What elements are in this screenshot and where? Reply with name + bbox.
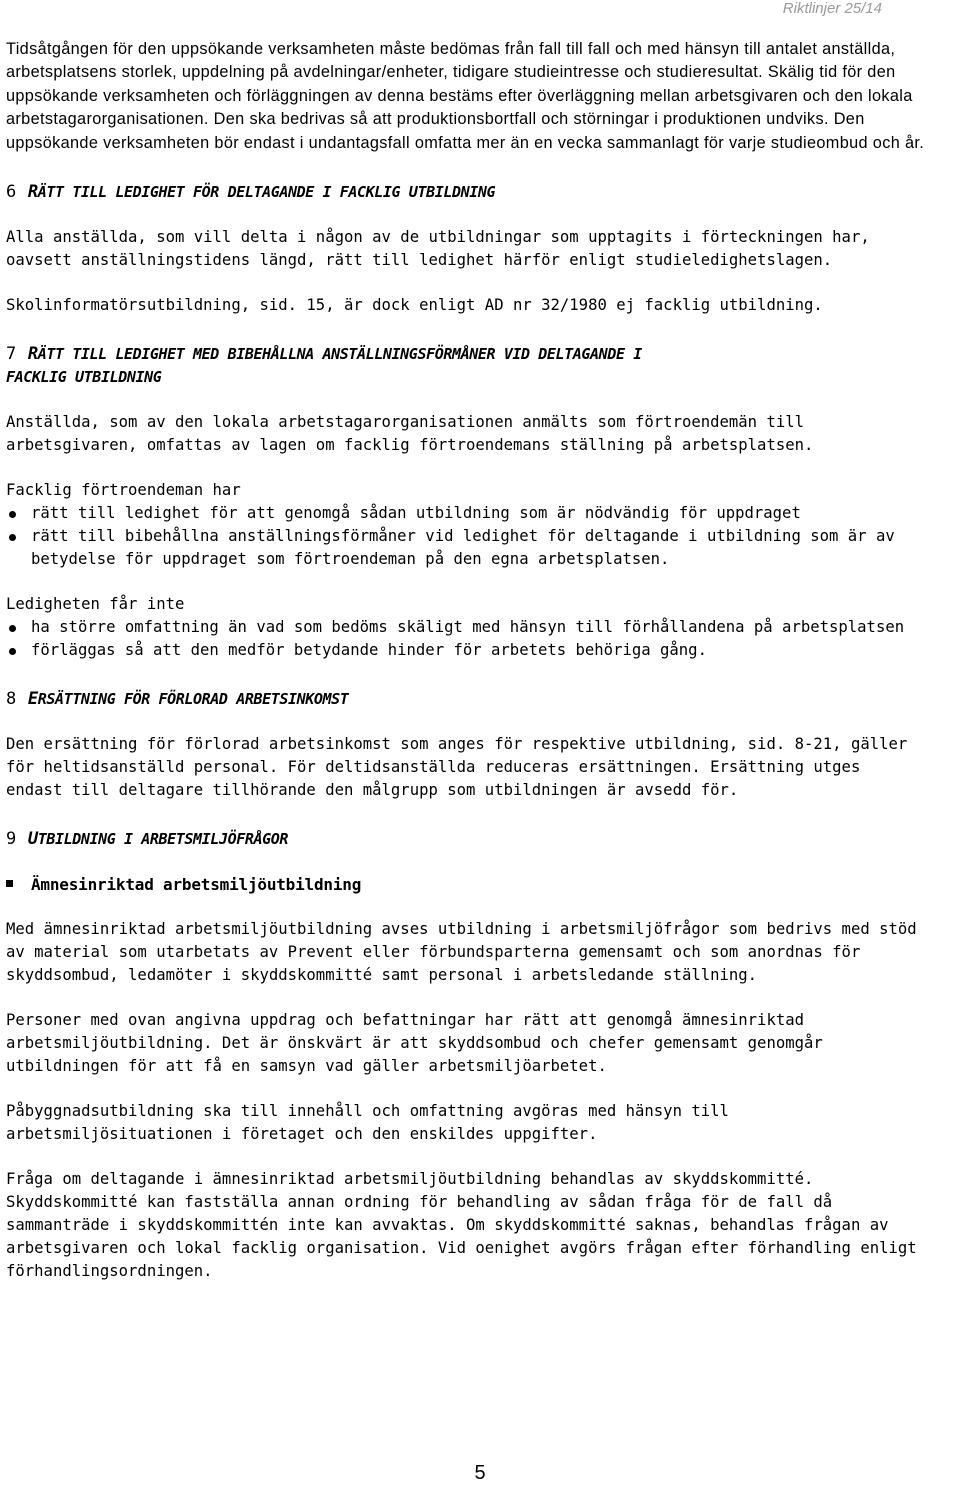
- section-7-heading: [6, 343, 926, 389]
- square-bullet-icon: [6, 880, 13, 887]
- section-6-title-initial: R: [27, 182, 38, 203]
- section-6-heading: [6, 181, 926, 204]
- section-8-heading: [6, 688, 926, 711]
- list-item-text: förläggas så att den medför betydande hinder för arbetets behöriga gång.: [31, 641, 707, 660]
- section-9-subheading-text: Ämnesinriktad arbetsmiljöutbildning: [31, 875, 362, 895]
- section-9-title-initial: U: [27, 829, 38, 850]
- list-item-text: rätt till ledighet för att genomgå sådan utbildning som är nödvändig för uppdraget: [31, 504, 801, 523]
- list-item: [6, 525, 926, 571]
- section-7-paragraph-1: Anställda, som av den lokala arbetstagarorganisationen anmälts som förtroendemän till arbetsgivaren, omfattas av lagen om facklig förtroendemans ställning på arbetsplatsen.: [6, 413, 814, 455]
- section-9-paragraph-4: Fråga om deltagande i ämnesinriktad arbetsmiljöutbildning behandlas av skyddskommitté. Skyddskommitté kan fastställa annan ordning för behandling av sådan fråga för de fall då sammanträde i skyddskommittén inte kan avvaktas. Om skyddskommitté saknas, behandlas frågan av arbetsgivaren och lokal facklig organisation. Vid oenighet avgörs frågan efter förhandling enligt förhandlingsordningen.: [6, 1170, 917, 1281]
- section-9-number: 9: [6, 829, 16, 850]
- list-item: [6, 616, 926, 639]
- intro-paragraph: Tidsåtgången för den uppsökande verksamheten måste bedömas från fall till fall och med hänsyn till antalet anställda, arbetsplatsens storlek, uppdelning på avdelningar/enheter, tidigare studieintresse och studieresultat. Skälig tid för den uppsökande verksamheten och förläggningen av denna bestäms efter överläggning mellan arbetsgivaren och den lokala arbetstagarorganisationen. Den ska bedrivas så att produktionsbortfall och störningar i produktionen undviks. Den uppsökande verksamheten bör endast i undantagsfall omfatta mer än en vecka sammanlagt för varje studieombud och år.: [6, 40, 925, 152]
- bullet-icon: [9, 625, 16, 632]
- section-9-subheading: [6, 873, 926, 896]
- page-number: 5: [474, 1462, 486, 1484]
- section-6-paragraph-1: Alla anställda, som vill delta i någon av de utbildningar som upptagits i förteckningen har, oavsett anställningstidens längd, rätt till ledighet härför enligt studieledighetslagen.: [6, 228, 870, 270]
- section-9-paragraph-3: Påbyggnadsutbildning ska till innehåll och omfattning avgöras med hänsyn till arbetsmiljösituationen i företaget och den enskildes uppgifter.: [6, 1102, 729, 1144]
- section-6-title: ÄTT TILL LEDIGHET FÖR DELTAGANDE I FACKLIG UTBILDNING: [37, 183, 496, 202]
- list-item: [6, 502, 926, 525]
- section-7-title: ÄTT TILL LEDIGHET MED BIBEHÅLLNA ANSTÄLLNINGSFÖRMÅNER VID DELTAGANDE I: [37, 345, 642, 364]
- bullet-icon: [9, 534, 16, 541]
- section-9-title: TBILDNING I ARBETSMILJÖFRÅGOR: [37, 830, 288, 849]
- list-item-text: ha större omfattning än vad som bedöms skäligt med hänsyn till förhållandena på arbetsplatsen: [31, 618, 905, 637]
- section-7-title-line-2: FACKLIG UTBILDNING: [6, 368, 162, 387]
- section-8-title-initial: E: [27, 689, 38, 710]
- list-item-text: rätt till bibehållna anställningsförmåner vid ledighet för deltagande i utbildning som är av betydelse för uppdraget som förtroendeman på den egna arbetsplatsen.: [31, 527, 895, 569]
- section-8-number: 8: [6, 689, 16, 710]
- section-7-list-1-intro: Facklig förtroendeman har: [6, 481, 241, 500]
- section-7-list-1: [6, 502, 926, 571]
- section-9-paragraph-2: Personer med ovan angivna uppdrag och befattningar har rätt att genomgå ämnesinriktad arbetsmiljöutbildning. Det är önskvärt är att skyddsombud och chefer gemensamt genomgår utbildningen för att få en samsyn vad gäller arbetsmiljöarbetet.: [6, 1011, 823, 1076]
- section-8-paragraph-1: Den ersättning för förlorad arbetsinkomst som anges för respektive utbildning, sid. 8-21, gäller för heltidsanställd personal. För deltidsanställda reduceras ersättningen. Ersättning utges endast till deltagare tillhörande den målgrupp som utbildningen är avsedd för.: [6, 735, 908, 800]
- bullet-icon: [9, 648, 16, 655]
- section-6-number: 6: [6, 182, 16, 203]
- page-content: [6, 38, 926, 1283]
- section-9-heading: [6, 828, 926, 851]
- section-9-paragraph-1: Med ämnesinriktad arbetsmiljöutbildning avses utbildning i arbetsmiljöfrågor som bedrivs med stöd av material som utarbetats av Prevent eller förbundsparterna gemensamt och som anordnas för skyddsombud, ledamöter i skyddskommitté samt personal i arbetsledande ställning.: [6, 920, 917, 985]
- section-7-list-2: [6, 616, 926, 662]
- section-6-paragraph-2: Skolinformatörsutbildning, sid. 15, är dock enligt AD nr 32/1980 ej facklig utbildning.: [6, 296, 823, 315]
- section-8-title: RSÄTTNING FÖR FÖRLORAD ARBETSINKOMST: [37, 690, 349, 709]
- bullet-icon: [9, 511, 16, 518]
- list-item: [6, 639, 926, 662]
- page-reference: Riktlinjer 25/14: [782, 0, 882, 17]
- section-7-title-initial: R: [27, 344, 38, 365]
- section-7-list-2-intro: Ledigheten får inte: [6, 595, 185, 614]
- section-7-number: 7: [6, 344, 16, 365]
